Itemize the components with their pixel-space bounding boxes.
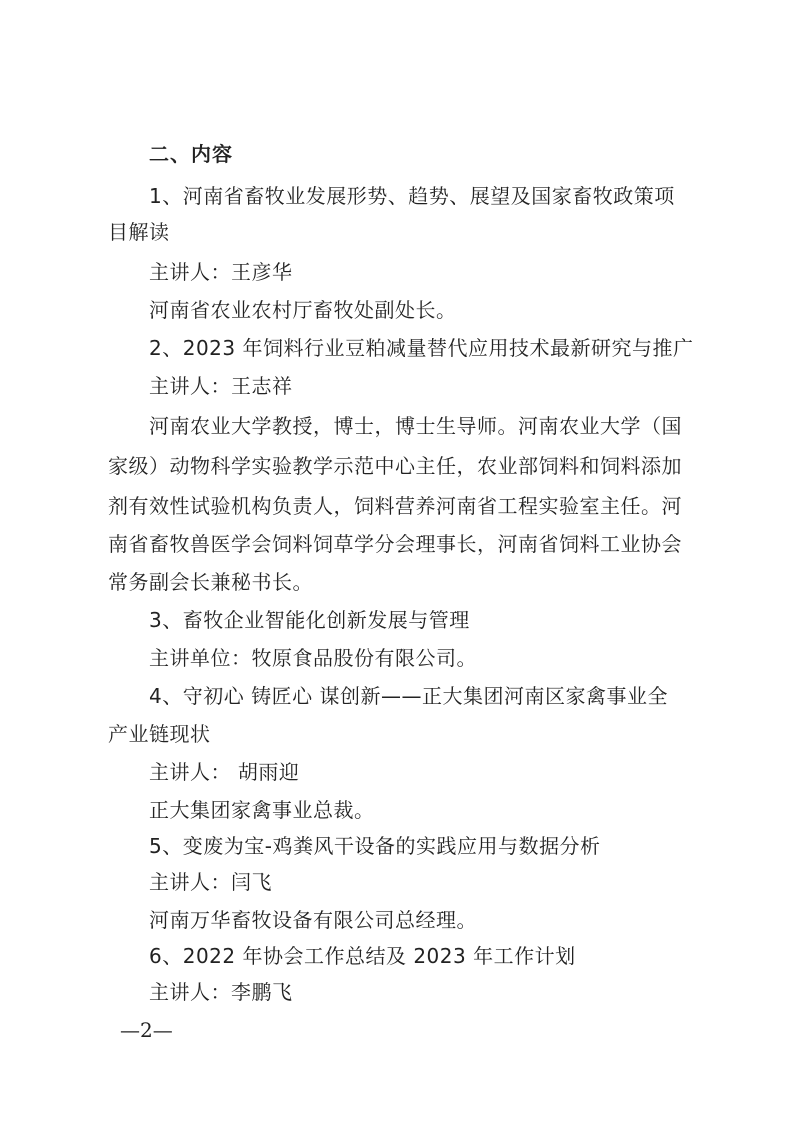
item-4-speaker-title: 正大集团家禽事业总裁。 xyxy=(149,798,375,822)
item-1-title-line-2: 目解读 xyxy=(108,220,170,244)
item-2-bio-line-4: 南省畜牧兽医学会饲料饲草学分会理事长，河南省饲料工业协会 xyxy=(108,532,682,556)
item-1-title-line-1: 1、河南省畜牧业发展形势、趋势、展望及国家畜牧政策项 xyxy=(149,184,675,208)
item-5-title: 5、变废为宝-鸡粪风干设备的实践应用与数据分析 xyxy=(149,834,601,858)
item-3-title: 3、畜牧企业智能化创新发展与管理 xyxy=(149,608,470,632)
item-6-speaker: 主讲人：李鹏飞 xyxy=(149,980,293,1004)
item-5-speaker-title: 河南万华畜牧设备有限公司总经理。 xyxy=(149,908,477,932)
item-2-bio-line-2: 家级）动物科学实验教学示范中心主任，农业部饲料和饲料添加 xyxy=(108,454,682,478)
item-3-speaker-unit: 主讲单位：牧原食品股份有限公司。 xyxy=(149,646,477,670)
item-1-speaker: 主讲人：王彦华 xyxy=(149,260,293,284)
item-4-title-line-1: 4、守初心 铸匠心 谋创新——正大集团河南区家禽事业全 xyxy=(149,684,668,708)
item-4-speaker: 主讲人： 胡雨迎 xyxy=(149,760,300,784)
item-4-title-line-2: 产业链现状 xyxy=(108,722,211,746)
item-2-bio-line-5: 常务副会长兼秘书长。 xyxy=(108,570,313,594)
item-1-speaker-title: 河南省农业农村厅畜牧处副处长。 xyxy=(149,298,457,322)
item-5-speaker: 主讲人：闫飞 xyxy=(149,870,272,894)
item-2-speaker: 主讲人：王志祥 xyxy=(149,374,293,398)
item-2-bio-line-1: 河南农业大学教授，博士，博士生导师。河南农业大学（国 xyxy=(149,414,682,438)
page-number: —2— xyxy=(120,1018,173,1042)
item-2-title: 2、2023 年饲料行业豆粕减量替代应用技术最新研究与推广 xyxy=(149,336,694,360)
item-2-bio-line-3: 剂有效性试验机构负责人，饲料营养河南省工程实验室主任。河 xyxy=(108,494,682,518)
section-heading: 二、内容 xyxy=(149,142,233,166)
item-6-title: 6、2022 年协会工作总结及 2023 年工作计划 xyxy=(149,944,576,968)
